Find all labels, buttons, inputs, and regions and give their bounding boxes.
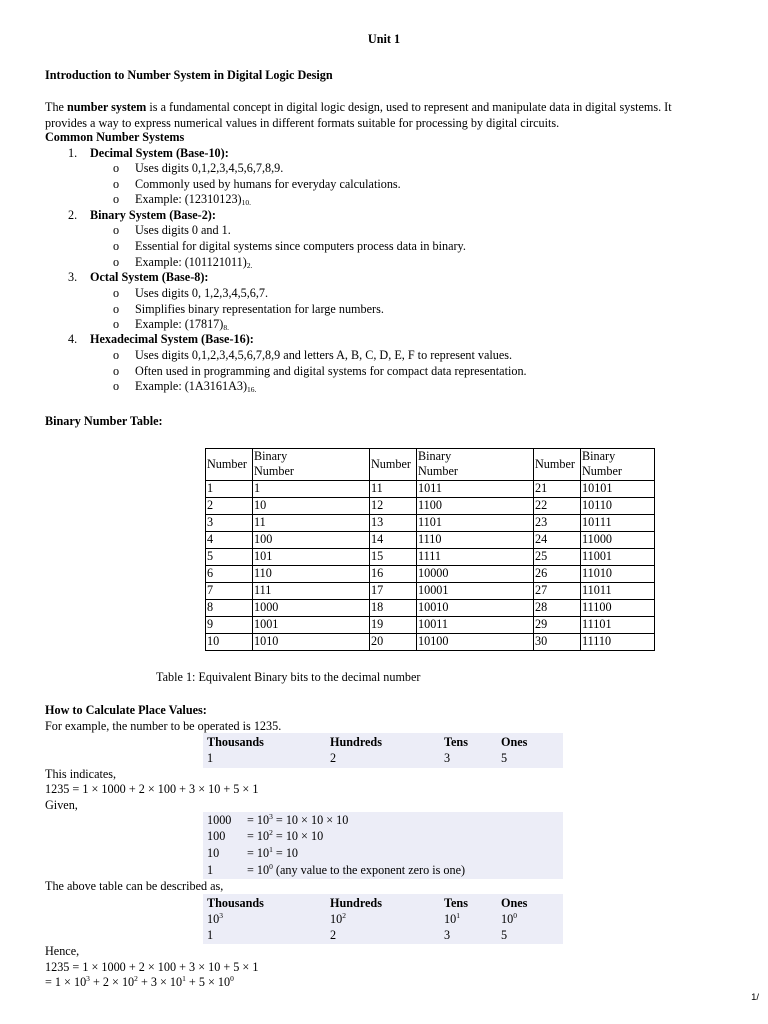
place-digit: 2	[330, 751, 337, 765]
bullet-glyph: o	[113, 364, 120, 378]
cell-binary: 10111	[581, 515, 655, 532]
power-value: 10	[207, 846, 220, 860]
final-expansion-1: 1235 = 1 × 1000 + 2 × 100 + 3 × 10 + 5 × 1	[45, 960, 259, 974]
indicates-text: This indicates,	[45, 767, 117, 781]
list-number: 3.	[68, 270, 78, 284]
header-binary-line2: Number	[582, 464, 622, 478]
binary-table-heading: Binary Number Table:	[45, 414, 163, 428]
intro-line-1	[45, 100, 672, 115]
place-heading: How to Calculate Place Values:	[45, 703, 207, 717]
header-number: Number	[534, 449, 581, 481]
cell-decimal: 12	[370, 498, 417, 515]
power-pre: = 10	[247, 846, 270, 860]
bullet-glyph: o	[113, 192, 120, 206]
cell-decimal: 17	[370, 583, 417, 600]
place-header-hundreds: Hundreds	[330, 735, 382, 749]
list-item-example	[135, 255, 252, 270]
cell-decimal: 5	[206, 549, 253, 566]
table-row	[206, 532, 655, 549]
place-example: For example, the number to be operated is 1235.	[45, 719, 282, 733]
cell-binary: 10	[253, 498, 370, 515]
cell-binary: 1001	[253, 617, 370, 634]
power-base: 10	[207, 912, 220, 926]
table-row	[206, 634, 655, 651]
header-binary-line1: Binary	[582, 449, 616, 463]
cell-decimal: 28	[534, 600, 581, 617]
intro-bold: number system	[67, 100, 147, 114]
table-header-row	[206, 449, 655, 481]
cell-decimal: 13	[370, 515, 417, 532]
system-title: Octal System (Base-8):	[90, 270, 209, 284]
cell-decimal: 25	[534, 549, 581, 566]
cell-binary: 11	[253, 515, 370, 532]
power-value: 1	[207, 863, 214, 877]
term: + 3 × 10	[137, 975, 183, 989]
cell-decimal: 2	[206, 498, 253, 515]
cell-decimal: 1	[206, 481, 253, 498]
cell-binary: 10101	[581, 481, 655, 498]
system-title: Hexadecimal System (Base-16):	[90, 332, 254, 346]
cell-decimal: 18	[370, 600, 417, 617]
given-text: Given,	[45, 798, 78, 812]
cell-binary: 10010	[417, 600, 534, 617]
intro-rest: is a fundamental concept in digital logic design, used to represent and manipulate data in digital systems. It	[146, 100, 672, 114]
power-post: = 10 × 10	[272, 829, 324, 843]
cell-binary: 1100	[417, 498, 534, 515]
unit-title: Unit 1	[367, 32, 401, 46]
cell-binary: 1	[253, 481, 370, 498]
described-text: The above table can be described as,	[45, 879, 224, 893]
header-binary-line1: Binary	[254, 449, 288, 463]
header-binary-line2: Number	[418, 464, 458, 478]
cell-binary: 1000	[253, 600, 370, 617]
cell-binary: 1111	[417, 549, 534, 566]
place-digit: 2	[330, 928, 337, 942]
power-post: (any value to the exponent zero is one)	[272, 863, 466, 877]
power-exponent: 3	[269, 812, 273, 821]
term: = 1 × 10	[45, 975, 87, 989]
place-digit: 1	[207, 751, 214, 765]
list-number: 2.	[68, 208, 78, 222]
table-row	[206, 481, 655, 498]
list-item-example	[135, 317, 229, 332]
cell-binary: 11101	[581, 617, 655, 634]
place-header-hundreds: Hundreds	[330, 896, 382, 910]
power-exponent: 2	[269, 828, 273, 837]
page-heading: Introduction to Number System in Digital Logic Design	[45, 68, 333, 82]
table-row	[206, 515, 655, 532]
list-item-example	[135, 379, 256, 394]
term-exponent: 3	[86, 974, 90, 983]
header-binary	[417, 449, 534, 481]
place-power	[501, 912, 517, 927]
bullet-glyph: o	[113, 286, 120, 300]
place-digit: 5	[501, 928, 508, 942]
header-number: Number	[206, 449, 253, 481]
table-row	[206, 600, 655, 617]
table-row	[206, 498, 655, 515]
cell-decimal: 15	[370, 549, 417, 566]
page-number: 1/	[751, 992, 759, 1003]
example-text: Example: (12310123)	[135, 192, 242, 206]
power-value: 1000	[207, 813, 232, 827]
bullet-glyph: o	[113, 348, 120, 362]
list-item: Uses digits 0, 1,2,3,4,5,6,7.	[135, 286, 269, 300]
power-pre: = 10	[247, 813, 270, 827]
cell-binary: 11100	[581, 600, 655, 617]
cell-binary: 11001	[581, 549, 655, 566]
cell-binary: 111	[253, 583, 370, 600]
place-header-ones: Ones	[501, 896, 528, 910]
list-item: Essential for digital systems since computers process data in binary.	[135, 239, 466, 253]
place-header-ones: Ones	[501, 735, 528, 749]
cell-decimal: 20	[370, 634, 417, 651]
cell-binary: 110	[253, 566, 370, 583]
list-item-example	[135, 192, 251, 207]
place-header-tens: Tens	[444, 735, 468, 749]
place-power	[444, 912, 460, 927]
bullet-glyph: o	[113, 239, 120, 253]
cell-decimal: 16	[370, 566, 417, 583]
cell-binary: 11000	[581, 532, 655, 549]
place-header-tens: Tens	[444, 896, 468, 910]
term-exponent: 0	[230, 974, 234, 983]
power-post: = 10	[272, 846, 299, 860]
power-expression	[247, 813, 348, 828]
power-exponent: 1	[269, 845, 273, 854]
intro-line-2: provides a way to express numerical values in different formats suitable for processing by digital circuits.	[45, 116, 560, 130]
table-row	[206, 549, 655, 566]
cell-decimal: 7	[206, 583, 253, 600]
cell-decimal: 14	[370, 532, 417, 549]
power-exponent: 1	[456, 911, 460, 920]
list-item: Uses digits 0 and 1.	[135, 223, 231, 237]
header-binary	[253, 449, 370, 481]
bullet-glyph: o	[113, 223, 120, 237]
header-number: Number	[370, 449, 417, 481]
cell-decimal: 11	[370, 481, 417, 498]
binary-number-table	[205, 448, 655, 651]
cell-decimal: 23	[534, 515, 581, 532]
power-base: 10	[330, 912, 343, 926]
cell-decimal: 8	[206, 600, 253, 617]
cell-binary: 101	[253, 549, 370, 566]
example-base: 16.	[247, 385, 257, 394]
header-binary	[581, 449, 655, 481]
power-base: 10	[444, 912, 457, 926]
table-caption: Table 1: Equivalent Binary bits to the decimal number	[156, 670, 421, 684]
bullet-glyph: o	[113, 255, 120, 269]
power-exponent: 0	[513, 911, 517, 920]
power-post: = 10 × 10 × 10	[272, 813, 349, 827]
list-item: Uses digits 0,1,2,3,4,5,6,7,8,9.	[135, 161, 284, 175]
term: + 5 × 10	[185, 975, 231, 989]
place-digit: 5	[501, 751, 508, 765]
hence-text: Hence,	[45, 944, 80, 958]
cell-binary: 11010	[581, 566, 655, 583]
cell-decimal: 27	[534, 583, 581, 600]
cell-binary: 1011	[417, 481, 534, 498]
cell-decimal: 10	[206, 634, 253, 651]
expansion-text: 1235 = 1 × 1000 + 2 × 100 + 3 × 10 + 5 × 1	[45, 782, 259, 796]
cell-decimal: 29	[534, 617, 581, 634]
power-expression	[247, 829, 323, 844]
power-exponent: 0	[269, 862, 273, 871]
power-expression	[247, 846, 298, 861]
term-exponent: 1	[182, 974, 186, 983]
cell-binary: 10001	[417, 583, 534, 600]
table-row	[206, 617, 655, 634]
bullet-glyph: o	[113, 379, 120, 393]
common-heading: Common Number Systems	[45, 130, 185, 144]
example-base: 8.	[223, 323, 229, 332]
list-item: Uses digits 0,1,2,3,4,5,6,7,8,9 and letters A, B, C, D, E, F to represent values.	[135, 348, 513, 362]
list-number: 4.	[68, 332, 78, 346]
power-pre: = 10	[247, 829, 270, 843]
cell-decimal: 30	[534, 634, 581, 651]
power-exponent: 3	[219, 911, 223, 920]
system-title: Binary System (Base-2):	[90, 208, 216, 222]
bullet-glyph: o	[113, 161, 120, 175]
place-digit: 3	[444, 751, 451, 765]
term: + 2 × 10	[89, 975, 135, 989]
cell-binary: 10000	[417, 566, 534, 583]
term-exponent: 2	[134, 974, 138, 983]
cell-binary: 100	[253, 532, 370, 549]
cell-decimal: 4	[206, 532, 253, 549]
place-power	[207, 912, 223, 927]
cell-binary: 11110	[581, 634, 655, 651]
example-base: 2.	[246, 261, 253, 270]
list-number: 1.	[68, 146, 78, 160]
bullet-glyph: o	[113, 317, 120, 331]
power-pre: = 10	[247, 863, 270, 877]
cell-decimal: 26	[534, 566, 581, 583]
place-digit: 1	[207, 928, 214, 942]
table-row	[206, 566, 655, 583]
table-row	[206, 583, 655, 600]
cell-binary: 10110	[581, 498, 655, 515]
place-digit: 3	[444, 928, 451, 942]
cell-decimal: 9	[206, 617, 253, 634]
intro-pre: The	[45, 100, 67, 114]
cell-decimal: 21	[534, 481, 581, 498]
cell-binary: 1010	[253, 634, 370, 651]
power-base: 10	[501, 912, 514, 926]
list-item: Often used in programming and digital systems for compact data representation.	[135, 364, 527, 378]
final-expansion-2	[45, 975, 234, 990]
cell-binary: 1110	[417, 532, 534, 549]
cell-decimal: 24	[534, 532, 581, 549]
cell-decimal: 19	[370, 617, 417, 634]
place-power	[330, 912, 346, 927]
cell-decimal: 22	[534, 498, 581, 515]
list-item: Commonly used by humans for everyday calculations.	[135, 177, 401, 191]
power-exponent: 2	[342, 911, 346, 920]
power-expression	[247, 863, 465, 878]
cell-binary: 10011	[417, 617, 534, 634]
cell-decimal: 6	[206, 566, 253, 583]
cell-binary: 10100	[417, 634, 534, 651]
cell-decimal: 3	[206, 515, 253, 532]
place-header-thousands: Thousands	[207, 735, 264, 749]
bullet-glyph: o	[113, 302, 120, 316]
list-item: Simplifies binary representation for large numbers.	[135, 302, 384, 316]
place-header-thousands: Thousands	[207, 896, 264, 910]
cell-binary: 1101	[417, 515, 534, 532]
system-title: Decimal System (Base-10):	[90, 146, 229, 160]
example-text: Example: (17817)	[135, 317, 224, 331]
bullet-glyph: o	[113, 177, 120, 191]
binary-table-body	[206, 481, 655, 651]
header-binary-line1: Binary	[418, 449, 452, 463]
cell-binary: 11011	[581, 583, 655, 600]
example-text: Example: (1A3161A3)	[135, 379, 248, 393]
power-value: 100	[207, 829, 226, 843]
header-binary-line2: Number	[254, 464, 294, 478]
example-text: Example: (101121011)	[135, 255, 247, 269]
example-base: 10.	[241, 198, 251, 207]
